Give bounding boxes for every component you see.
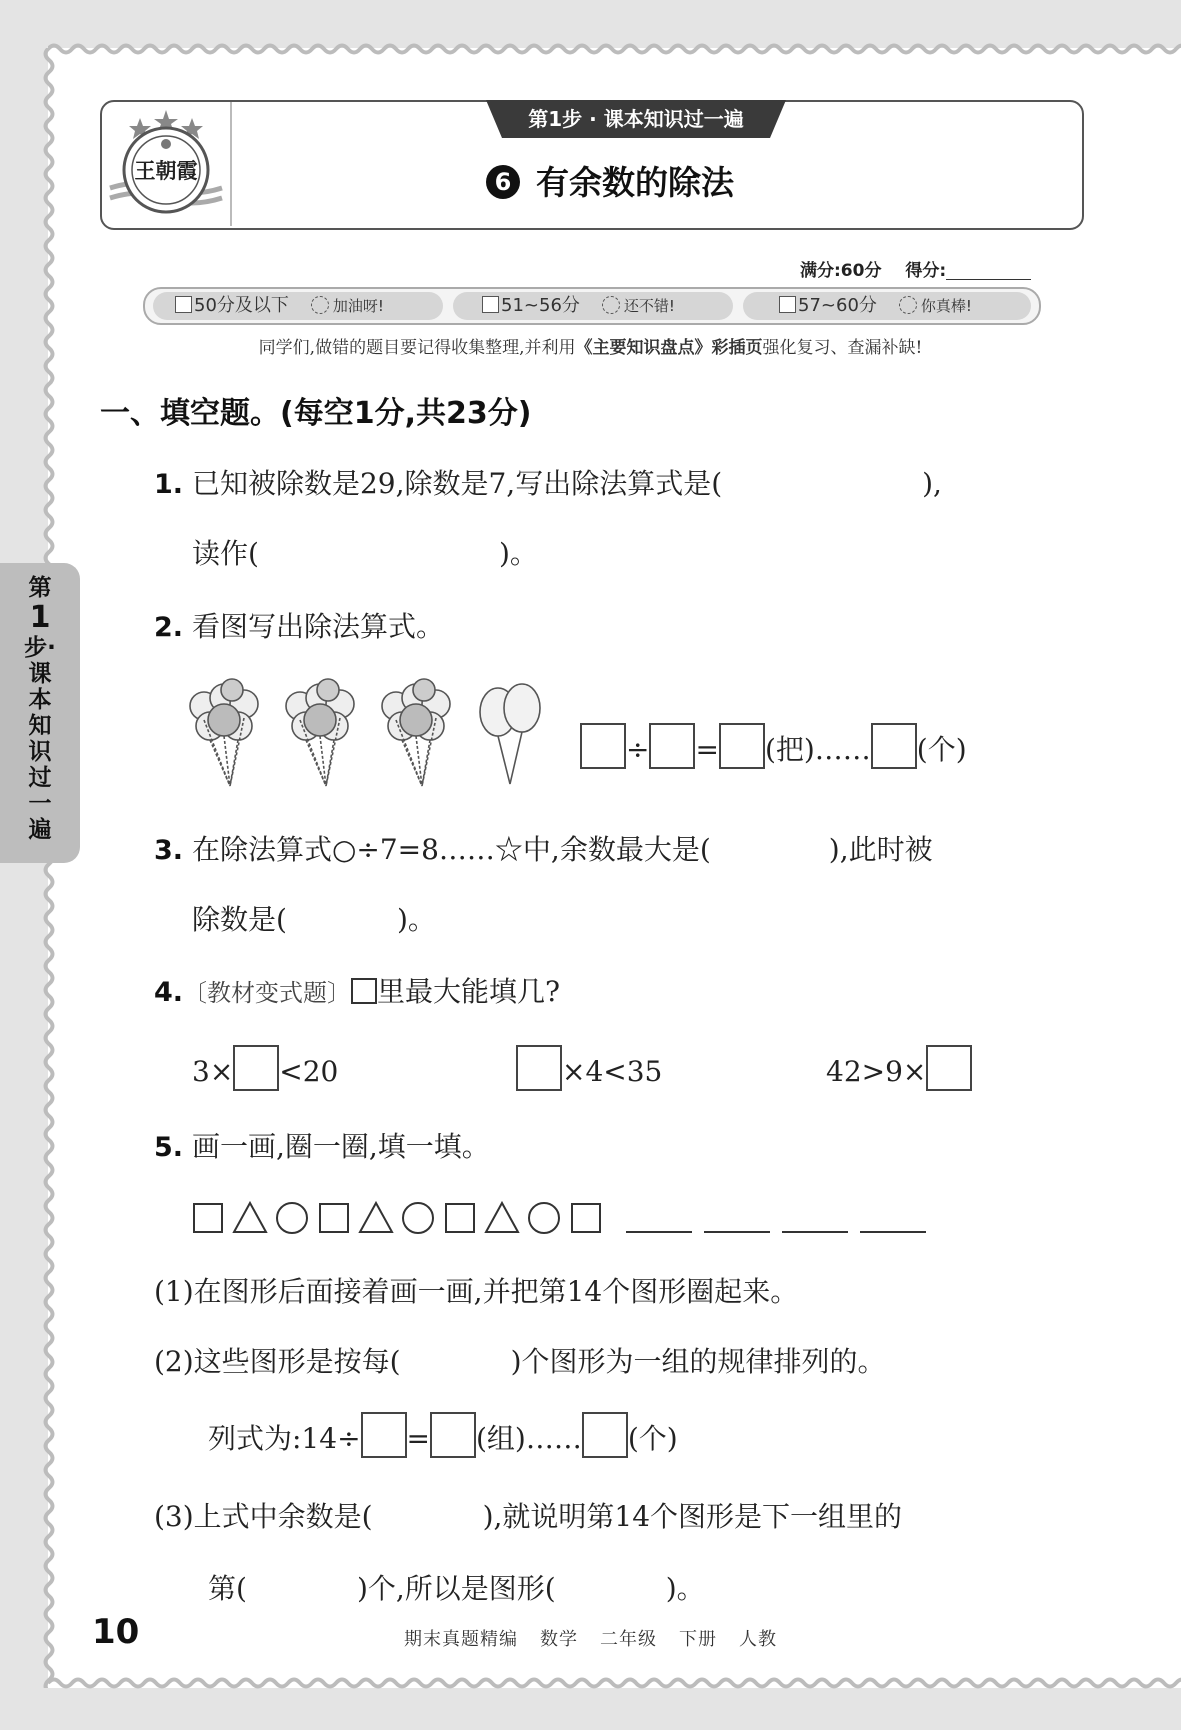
unit-header	[100, 100, 1084, 230]
side-tab-number: 1	[29, 600, 51, 635]
step-tab	[486, 100, 786, 140]
square-shape	[446, 1204, 474, 1232]
question-5-sub-3-line-2: 第( )个,所以是图形( )。	[208, 1572, 705, 1605]
question-3: 3. 在除法算式○÷7=8……☆中,余数最大是( ),此时被	[154, 833, 933, 866]
circle-shape	[277, 1203, 307, 1233]
question-2-formula: ÷ = (把)…… (个)	[580, 723, 967, 769]
square-shape	[572, 1204, 600, 1232]
wavy-border-bottom	[48, 1672, 1181, 1694]
answer-box[interactable]	[649, 723, 695, 769]
side-tab-prefix: 第	[28, 575, 52, 601]
triangle-shape	[360, 1203, 392, 1232]
square-shape	[194, 1204, 222, 1232]
question-4-expr-3: 42>9×	[826, 1045, 972, 1091]
circle-shape	[529, 1203, 559, 1233]
logo	[102, 102, 232, 226]
answer-box[interactable]	[582, 1412, 628, 1458]
square-icon	[351, 978, 377, 1004]
checkbox-icon[interactable]	[779, 296, 796, 313]
question-4-expr-1: 3× <20	[192, 1045, 338, 1091]
score-level-2: 51~56分 还不错!	[482, 289, 675, 323]
question-5-sub-2: (2)这些图形是按每( )个图形为一组的规律排列的。	[154, 1345, 886, 1378]
question-5-sub-1: (1)在图形后面接着画一画,并把第14个图形圈起来。	[154, 1275, 799, 1308]
score-line	[800, 256, 1031, 281]
wavy-border-left	[38, 48, 60, 1688]
score-blank[interactable]	[946, 261, 1031, 280]
score-level-1: 50分及以下 加油呀!	[175, 289, 384, 323]
brand-seal-icon	[102, 102, 230, 226]
wavy-border-top	[48, 38, 1181, 60]
step-label: 第1步 · 课本知识过一遍	[528, 107, 744, 131]
triangle-shape	[486, 1203, 518, 1232]
shape-sequence	[192, 1198, 952, 1238]
unit-title-text: 有余数的除法	[536, 163, 734, 202]
balloon-bunches-illustration	[188, 676, 558, 796]
square-shape	[320, 1204, 348, 1232]
score-level-3: 57~60分 你真棒!	[779, 289, 972, 323]
question-5-sub-3: (3)上式中余数是( ),就说明第14个图形是下一组里的	[154, 1500, 903, 1533]
score-level-bar	[143, 287, 1041, 325]
side-step-tab	[0, 563, 80, 863]
answer-box[interactable]	[516, 1045, 562, 1091]
smiley-icon	[899, 296, 917, 314]
unit-number-badge: 6	[486, 165, 520, 199]
unit-title	[486, 157, 786, 204]
review-notice: 同学们,做错的题目要记得收集整理,并利用《主要知识盘点》彩插页强化复习、查漏补缺!	[258, 338, 923, 358]
smiley-icon	[311, 296, 329, 314]
question-4: 4.〔教材变式题〕 里最大能填几?	[154, 975, 561, 1008]
answer-box[interactable]	[361, 1412, 407, 1458]
question-1: 1. 已知被除数是29,除数是7,写出除法算式是( ),	[154, 467, 942, 500]
question-3-line-2: 除数是( )。	[192, 903, 436, 936]
side-tab-label: 步·课本知识过一遍	[24, 635, 56, 843]
checkbox-icon[interactable]	[482, 296, 499, 313]
triangle-shape	[234, 1203, 266, 1232]
section-title: 一、填空题。(每空1分,共23分)	[100, 396, 532, 431]
answer-box[interactable]	[430, 1412, 476, 1458]
answer-box[interactable]	[233, 1045, 279, 1091]
question-5-formula: 列式为:14÷ = (组)…… (个)	[208, 1412, 678, 1458]
answer-box[interactable]	[719, 723, 765, 769]
circle-shape	[403, 1203, 433, 1233]
book-info: 期末真题精编 数学 二年级 下册 人教	[404, 1629, 777, 1650]
page-number: 10	[92, 1612, 140, 1652]
answer-box[interactable]	[871, 723, 917, 769]
full-score-label: 满分:60分	[800, 261, 882, 281]
svg-text:王朝霞: 王朝霞	[134, 158, 198, 183]
answer-box[interactable]	[926, 1045, 972, 1091]
answer-box[interactable]	[580, 723, 626, 769]
question-4-expr-2: ×4<35	[516, 1045, 662, 1091]
smiley-icon	[602, 296, 620, 314]
question-5: 5. 画一画,圈一圈,填一填。	[154, 1130, 490, 1163]
question-1-line-2: 读作( )。	[192, 537, 538, 570]
question-2: 2. 看图写出除法算式。	[154, 610, 444, 643]
score-label: 得分:	[905, 261, 947, 281]
checkbox-icon[interactable]	[175, 296, 192, 313]
